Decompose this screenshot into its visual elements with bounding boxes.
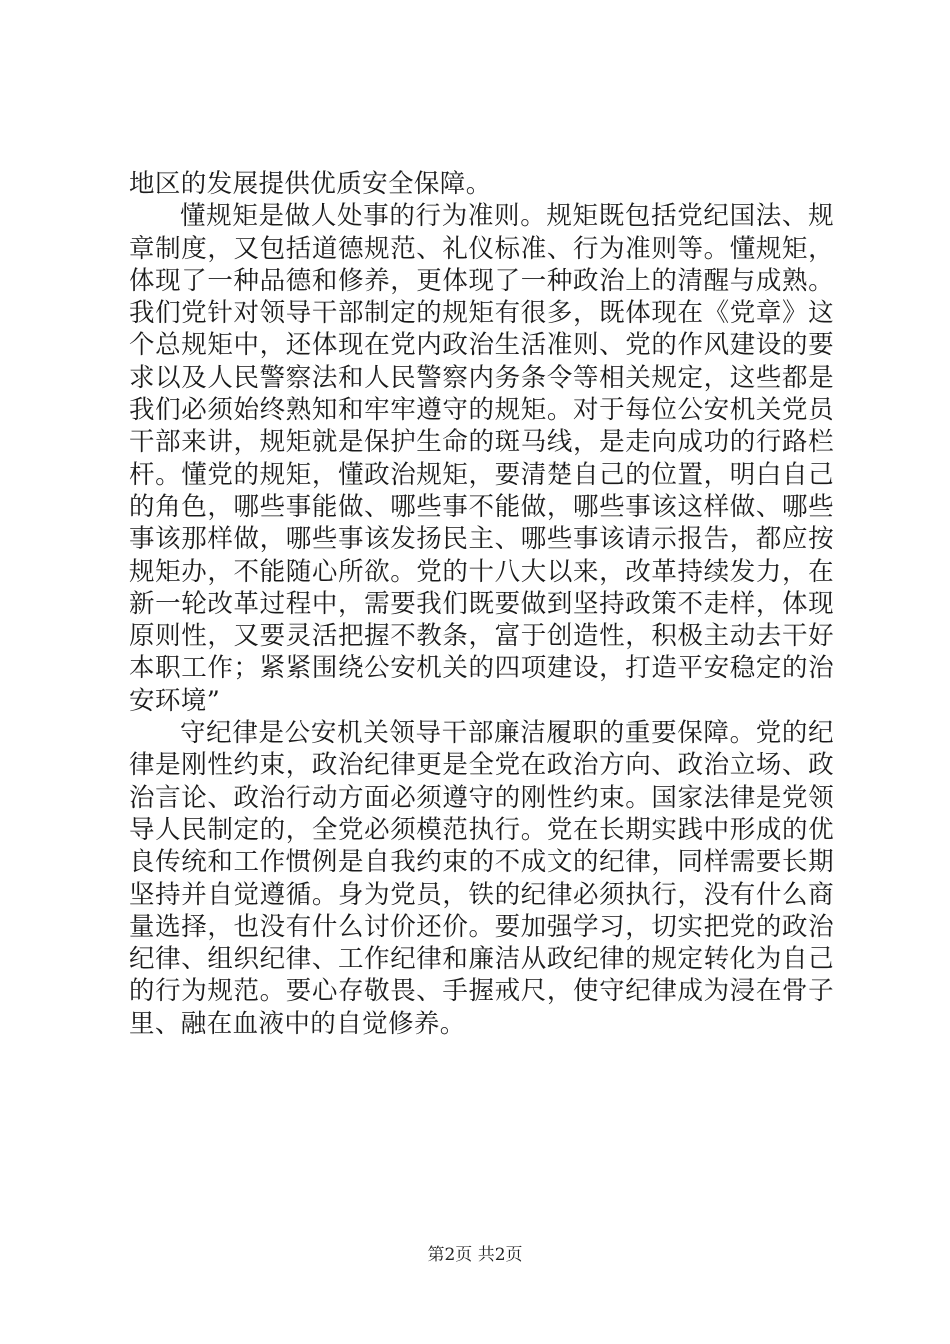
document-body <box>129 168 834 1040</box>
page-footer: 第2页 共2页 <box>427 1245 523 1265</box>
paragraph-continuation: 地区的发展提供优质安全保障。 <box>129 169 492 199</box>
paragraph-rules: 懂规矩是做人处事的行为准则。规矩既包括党纪国法、规章制度，又包括道德规范、礼仪标准、行为准则等。懂规矩，体现了一种品德和修养，更体现了一种政治上的清醒与成熟。我们党针对领导干部制定的规矩有很多，既体现在《党章》这个总规矩中，还体现在党内政治生活准则、党的作风建设的要求以及人民警察法和人民警察内务条令等相关规定，这些都是我们必须始终熟知和牢牢遵守的规矩。对于每位公安机关党员干部来讲，规矩就是保护生命的斑马线，是走向成功的行路栏杆。懂党的规矩，懂政治规矩，要清楚自己的位置，明白自己的角色，哪些事能做、哪些事不能做，哪些事该这样做、哪些事该那样做，哪些事该发扬民主、哪些事该请示报告，都应按规矩办，不能随心所欲。党的十八大以来，改革持续发力，在新一轮改革过程中，需要我们既要做到坚持政策不走样，体现原则性，又要灵活把握不教条，富于创造性，积极主动去干好本职工作；紧紧围绕公安机关的四项建设，打造平安稳定的治安环境” <box>129 201 834 716</box>
paragraph-discipline: 守纪律是公安机关领导干部廉洁履职的重要保障。党的纪律是刚性约束，政治纪律更是全党在政治方向、政治立场、政治言论、政治行动方面必须遵守的刚性约束。国家法律是党领导人民制定的，全党必须模范执行。党在长期实践中形成的优良传统和工作惯例是自我约束的不成文的纪律，同样需要长期坚持并自觉遵循。身为党员，铁的纪律必须执行，没有什么商量选择，也没有什么讨价还价。要加强学习，切实把党的政治纪律、组织纪律、工作纪律和廉洁从政纪律的规定转化为自己的行为规范。要心存敬畏、手握戒尺，使守纪律成为浸在骨子里、融在血液中的自觉修养。 <box>129 718 834 1039</box>
